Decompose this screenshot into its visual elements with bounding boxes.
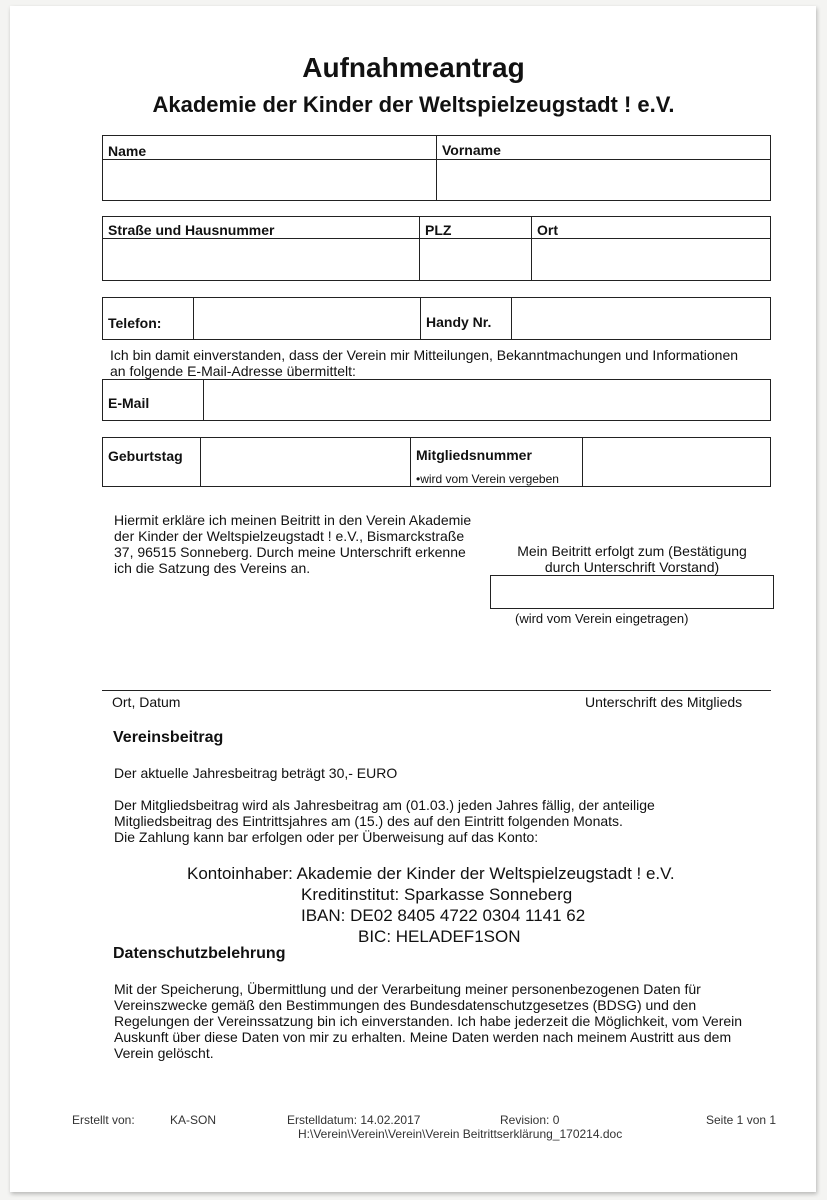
vereinsbeitrag-p2-line-2: Mitgliedsbeitrag des Eintrittsjahres am (15.) des auf den Eintritt folgenden Monats. — [114, 813, 623, 829]
bank-iban: IBAN: DE02 8405 4722 0304 1141 62 — [301, 906, 586, 925]
plz-field[interactable] — [419, 239, 531, 280]
email-consent-line-2: an folgende E-Mail-Adresse übermittelt: — [110, 363, 356, 379]
bank-bic: BIC: HELADEF1SON — [358, 927, 521, 946]
email-consent-line-1: Ich bin damit einverstanden, dass der Verein mir Mitteilungen, Bekanntmachungen und Informationen — [110, 347, 739, 363]
ort-label: Ort — [531, 217, 770, 239]
vorname-field[interactable] — [436, 160, 770, 200]
declaration-line-3: 37, 96515 Sonneberg. Durch meine Unterschrift erkenne — [114, 544, 466, 560]
email-field[interactable] — [203, 380, 770, 420]
declaration-line-4: ich die Satzung des Vereins an. — [114, 560, 311, 576]
birth-member-table — [102, 437, 771, 487]
footer-erstellt-label: Erstellt von: — [72, 1113, 135, 1127]
plz-label: PLZ — [419, 217, 531, 239]
page-subtitle: Akademie der Kinder der Weltspielzeugstadt ! e.V. — [152, 92, 675, 117]
footer-revision: Revision: 0 — [500, 1113, 560, 1127]
name-table — [102, 135, 771, 201]
ort-field[interactable] — [531, 239, 770, 280]
telefon-field[interactable] — [193, 298, 420, 339]
page-title: Aufnahmeantrag — [302, 52, 525, 83]
declaration-line-2: der Kinder der Weltspielzeugstadt ! e.V., Bismarckstraße — [114, 528, 465, 544]
geburtstag-field[interactable] — [200, 438, 410, 486]
vereinsbeitrag-heading: Vereinsbeitrag — [113, 729, 224, 746]
geburtstag-label: Geburtstag — [108, 448, 183, 464]
name-field[interactable] — [103, 160, 436, 200]
mitgliedsnummer-cell — [410, 438, 582, 486]
vorname-label: Vorname — [436, 136, 770, 160]
phone-table — [102, 297, 771, 340]
ort-datum-label: Ort, Datum — [112, 694, 181, 710]
mitgliedsnummer-field — [582, 438, 770, 486]
datenschutz-line-4: Auskunft über diese Daten von mir zu erhalten. Meine Daten werden nach meinem Austritt aus dem — [114, 1029, 732, 1045]
vereinsbeitrag-p2-line-1: Der Mitgliedsbeitrag wird als Jahresbeitrag am (01.03.) jeden Jahres fällig, der anteilige — [114, 797, 655, 813]
email-table — [102, 379, 771, 421]
beitritt-note: (wird vom Verein eingetragen) — [515, 611, 689, 626]
address-table — [102, 216, 771, 281]
datenschutz-line-3: Regelungen der Vereinssatzung bin ich einverstanden. Ich habe jederzeit die Möglichkeit, vom Verein — [114, 1013, 743, 1029]
datenschutz-heading: Datenschutzbelehrung — [113, 945, 286, 962]
name-label: Name — [103, 136, 436, 160]
footer-datum: Erstelldatum: 14.02.2017 — [287, 1113, 421, 1127]
mitgliedsnummer-note — [416, 472, 559, 486]
vereinsbeitrag-text: Der aktuelle Jahresbeitrag beträgt 30,- EURO — [114, 765, 398, 781]
strasse-label: Straße und Hausnummer — [103, 217, 419, 239]
datenschutz-line-2: Vereinszwecke gemäß den Bestimmungen des Bundesdatenschutzgesetzes (BDSG) und den — [114, 997, 697, 1013]
footer-path: H:\Verein\Verein\Verein\Verein Beitrittserklärung_170214.doc — [298, 1127, 623, 1141]
declaration-line-1: Hiermit erkläre ich meinen Beitritt in den Verein Akademie — [114, 512, 472, 528]
handy-field[interactable] — [511, 298, 770, 339]
unterschrift-label: Unterschrift des Mitglieds — [585, 694, 743, 710]
email-label: E-Mail — [108, 395, 150, 411]
handy-label: Handy Nr. — [420, 298, 511, 339]
bank-kontoinhaber: Kontoinhaber: Akademie der Kinder der Weltspielzeugstadt ! e.V. — [187, 864, 675, 883]
mitgliedsnummer-note-text: wird vom Verein vergeben — [420, 472, 559, 486]
strasse-field[interactable] — [103, 239, 419, 280]
datenschutz-line-5: Verein gelöscht. — [114, 1045, 214, 1061]
datenschutz-line-1: Mit der Speicherung, Übermittlung und der Verarbeitung meiner personenbezogenen Daten für — [114, 981, 701, 997]
vereinsbeitrag-p2-line-3: Die Zahlung kann bar erfolgen oder per Überweisung auf das Konto: — [114, 829, 539, 845]
signature-line — [102, 690, 771, 691]
mitgliedsnummer-label: Mitgliedsnummer — [416, 447, 532, 463]
bullet-icon: • — [416, 472, 421, 486]
beitritt-date-field[interactable] — [490, 575, 774, 609]
beitritt-line-2: durch Unterschrift Vorstand) — [544, 559, 720, 575]
beitritt-line-1: Mein Beitritt erfolgt zum (Bestätigung — [517, 543, 747, 559]
telefon-label: Telefon: — [108, 315, 162, 331]
footer-seite: Seite 1 von 1 — [706, 1113, 777, 1127]
bank-kreditinstitut: Kreditinstitut: Sparkasse Sonneberg — [301, 885, 573, 904]
footer-erstellt-value: KA-SON — [170, 1113, 217, 1127]
